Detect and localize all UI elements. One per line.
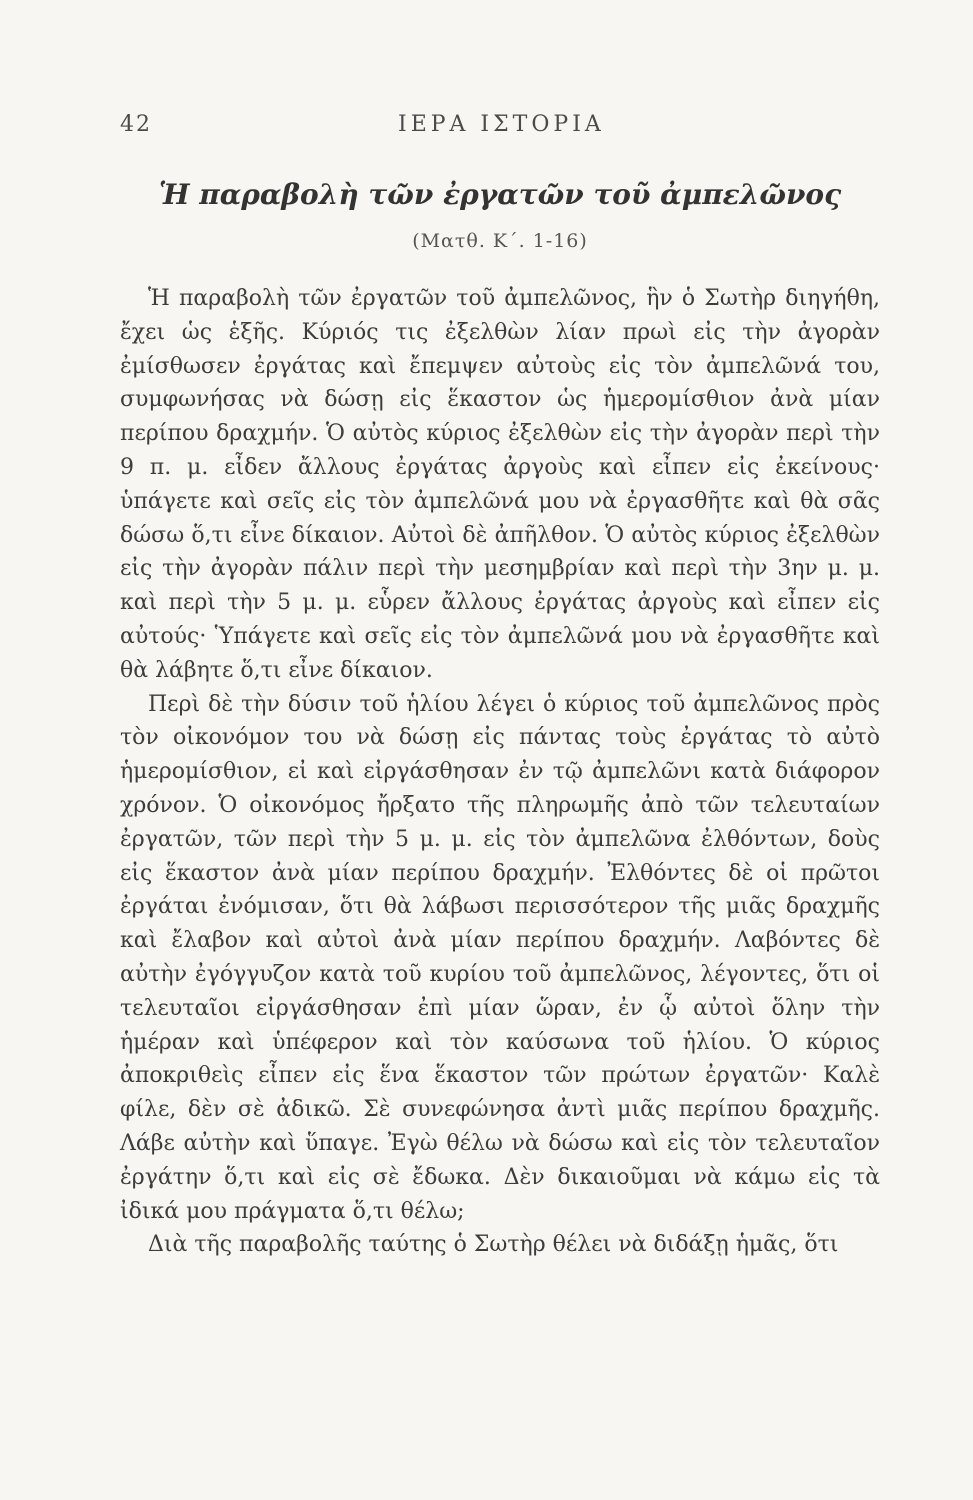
paragraph-3: Διὰ τῆς παραβολῆς ταύτης ὁ Σωτὴρ θέλει νὰ διδάξῃ ἡμᾶς, ὅτι: [148, 1232, 839, 1258]
running-title: ΙΕΡΑ ΙΣΤΟΡΙΑ: [398, 112, 605, 137]
scripture-reference: (Ματθ. Κ΄. 1-16): [412, 230, 588, 252]
paragraph-2: Περὶ δὲ τὴν δύσιν τοῦ ἡλίου λέγει ὁ κύριος τοῦ ἀμπελῶνος πρὸς τὸν οἰκονόμον του νὰ δώσῃ εἰς πάντας τοὺς ἐργάτας τὸ αὐτὸ ἡμερομίσθιον, εἰ καὶ εἰργάσθησαν ἐν τῷ ἀμπελῶνι κατὰ διάφορον χρόνον. Ὁ οἰκονόμος ἤρξατο τῆς πληρωμῆς ἀπὸ τῶν τελευταίων ἐργατῶν, τῶν περὶ τὴν 5 μ. μ. εἰς τὸν ἀμπελῶνα ἐλθόντων, δοὺς εἰς ἕκαστον ἀνὰ μίαν περίπου δραχμήν. Ἐλθόντες δὲ οἱ πρῶτοι ἐργάται ἐνόμισαν, ὅτι θὰ λάβωσι περισσότερον τῆς μιᾶς δραχμῆς καὶ ἔλαβον καὶ αὐτοὶ ἀνὰ μίαν περίπου δραχμήν. Λαβόντες δὲ αὐτὴν ἐγόγγυζον κατὰ τοῦ κυρίου τοῦ ἀμπελῶνος, λέγοντες, ὅτι οἱ τελευταῖοι εἰργάσθησαν ἐπὶ μίαν ὥραν, ἐν ᾧ αὐτοὶ ὅλην τὴν ἡμέραν καὶ ὑπέφερον καὶ τὸν καύσωνα τοῦ ἡλίου. Ὁ κύριος ἀποκριθεὶς εἶπεν εἰς ἕνα ἕκαστον τῶν πρώτων ἐργατῶν· Καλὲ φίλε, δὲν σὲ ἀδικῶ. Σὲ συνεφώνησα ἀντὶ μιᾶς περίπου δραχμῆς. Λάβε αὐτὴν καὶ ὕπαγε. Ἐγὼ θέλω νὰ δώσω καὶ εἰς τὸν τελευταῖον ἐργάτην ὅ,τι καὶ εἰς σὲ ἔδωκα. Δὲν δικαιοῦμαι νὰ κάμω εἰς τὰ ἰδικά μου πράγματα ὅ,τι θέλω;: [120, 691, 880, 1224]
section-title: Ἡ παραβολὴ τῶν ἐργατῶν τοῦ ἀμπελῶνος: [158, 178, 842, 211]
running-header: [120, 112, 880, 152]
paragraph-1: Ἡ παραβολὴ τῶν ἐργατῶν τοῦ ἀμπελῶνος, ἣν ὁ Σωτὴρ διηγήθη, ἔχει ὡς ἑξῆς. Κύριός τις ἐξελθὼν λίαν πρωὶ εἰς τὴν ἀγορὰν ἐμίσθωσεν ἐργάτας καὶ ἔπεμψεν αὐτοὺς εἰς τὸν ἀμπελῶνά του, συμφωνήσας νὰ δώσῃ εἰς ἕκαστον ὡς ἡμερομίσθιον ἀνὰ μίαν περίπου δραχμήν. Ὁ αὐτὸς κύριος ἐξελθὼν εἰς τὴν ἀγορὰν περὶ τὴν 9 π. μ. εἶδεν ἄλλους ἐργάτας ἀργοὺς καὶ εἶπεν εἰς ἐκείνους· ὑπάγετε καὶ σεῖς εἰς τὸν ἀμπελῶνά μου νὰ ἐργασθῆτε καὶ θὰ σᾶς δώσω ὅ,τι εἶνε δίκαιον. Αὐτοὶ δὲ ἀπῆλθον. Ὁ αὐτὸς κύριος ἐξελθὼν εἰς τὴν ἀγορὰν πάλιν περὶ τὴν μεσημβρίαν καὶ περὶ τὴν 3ην μ. μ. καὶ περὶ τὴν 5 μ. μ. εὗρεν ἄλλους ἐργάτας ἀργοὺς καὶ εἶπεν εἰς αὐτούς· Ὑπάγετε καὶ σεῖς εἰς τὸν ἀμπελῶνά μου νὰ ἐργασθῆτε καὶ θὰ λάβητε ὅ,τι εἶνε δίκαιον.: [120, 286, 880, 683]
body-text: [120, 282, 880, 1262]
page-number: 42: [120, 112, 152, 137]
